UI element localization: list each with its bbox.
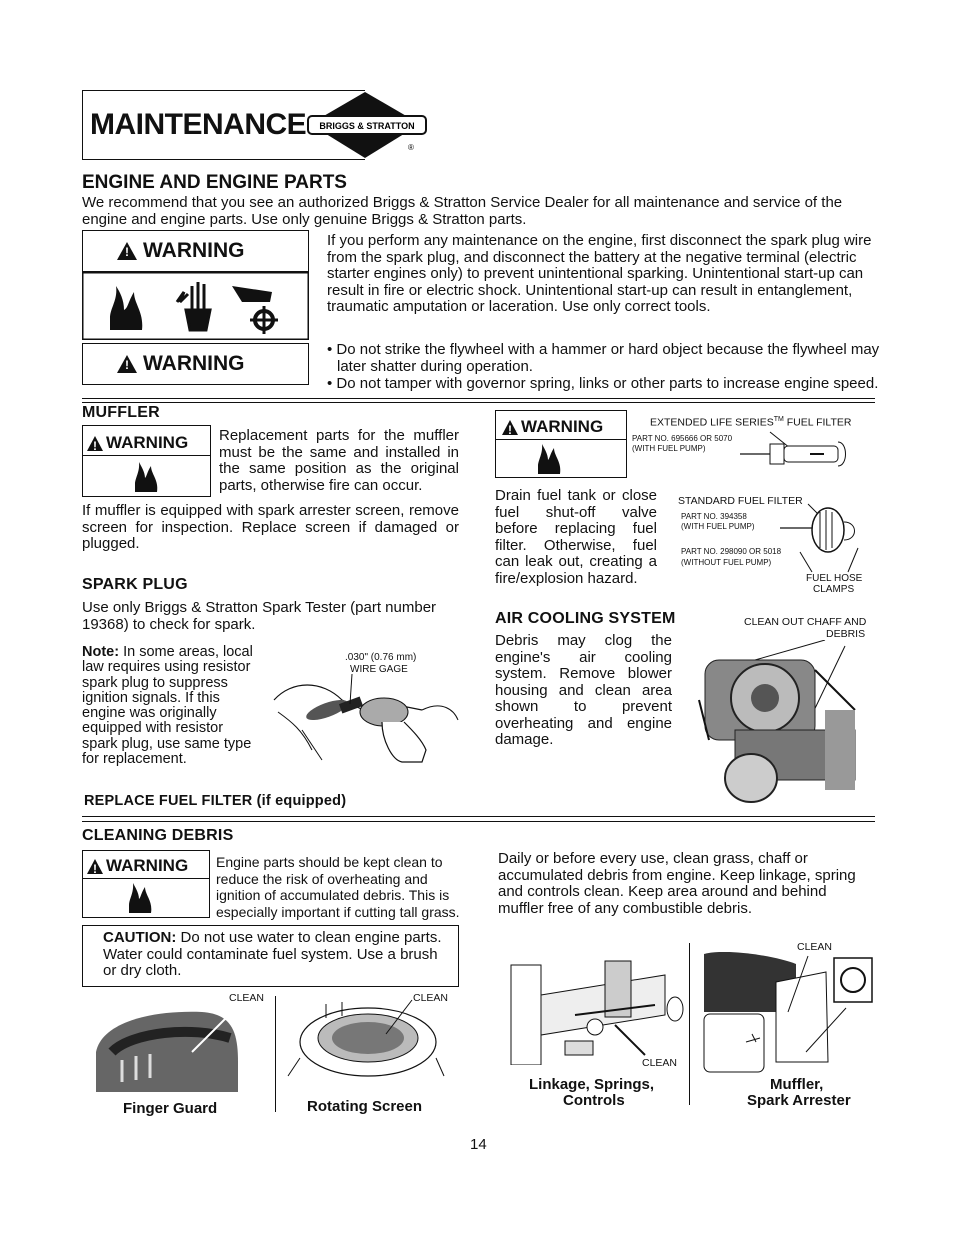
muffler-illustration [696, 952, 876, 1082]
ext-fuel-filter-illustration [740, 426, 860, 476]
engine-heading: ENGINE AND ENGINE PARTS [82, 172, 347, 193]
linkage-illustration [505, 955, 685, 1065]
std-filter-part-1: PART NO. 394358 [681, 512, 747, 521]
std-filter-pump-1: (WITH FUEL PUMP) [681, 522, 755, 531]
ext-filter-label: EXTENDED LIFE SERIES™ FUEL FILTER [650, 416, 852, 429]
warning-box-1 [82, 230, 309, 272]
section-divider [82, 821, 875, 822]
warning-triangle-icon [502, 420, 518, 435]
logo-text: BRIGGS & STRATTON [319, 121, 415, 131]
caution-box: CAUTION: Do not use water to clean engine parts. Water could contaminate fuel system. Use a brush or dry cloth. [82, 925, 459, 987]
clean-label-linkage: CLEAN [642, 1057, 678, 1069]
warning-triangle-icon [117, 355, 137, 373]
engine-cooling-illustration [695, 640, 865, 808]
rotating-screen-illustration [286, 998, 446, 1078]
air-cooling-body: Debris may clog the engine's air cooling system. Remove blower housing and clean area shown to prevent overheating and engine damage. [495, 632, 672, 748]
fuel-hose-clamps-label-2: CLAMPS [813, 584, 855, 595]
caption-linkage-1: Linkage, Springs, [529, 1076, 655, 1093]
wire-gage-label: WIRE GAGE [350, 664, 408, 675]
section-divider [82, 402, 875, 403]
fire-icon [496, 440, 624, 478]
briggs-logo [300, 90, 430, 162]
ext-filter-pump: (WITH FUEL PUMP) [632, 444, 706, 453]
fuel-filter-heading: REPLACE FUEL FILTER (if equipped) [84, 793, 347, 809]
muffler-body: If muffler is equipped with spark arrester screen, remove screen for inspection. Replace screen if damaged or plugged. [82, 502, 459, 552]
ext-filter-part: PART NO. 695666 OR 5070 [632, 434, 733, 443]
hazard-symbols-icon [82, 272, 309, 340]
fire-icon [83, 879, 207, 917]
engine-warning-text: If you perform any maintenance on the engine, first disconnect the spark plug wire from the spark plug, and disconnect the battery at the negative terminal (electric starter engines only) to prevent unintentional sparking. Unintentional start-up can result in fire or electric shock. Unintentional start-up can result in entanglement, traumatic amputation or laceration. Use only correct tools. [327, 232, 872, 315]
gap-label: .030" (0.76 mm) [345, 652, 417, 663]
cleaning-warning-text: Engine parts should be kept clean to reduce the risk of overheating and ignition of accumulated debris. This is especially important if cutting tall grass. [216, 854, 460, 920]
std-filter-pump-2: (WITHOUT FUEL PUMP) [681, 558, 772, 567]
svg-text:®: ® [408, 143, 414, 152]
muffler-heading: MUFFLER [82, 404, 160, 421]
finger-guard-illustration [92, 1002, 240, 1098]
divider-vertical [275, 996, 276, 1112]
caption-linkage-2: Controls [563, 1092, 625, 1109]
air-callout-2: DEBRIS [826, 628, 866, 640]
section-divider [82, 398, 875, 399]
caption-muffler-1: Muffler, [770, 1076, 824, 1093]
clean-label-muffler: CLEAN [797, 941, 833, 953]
caption-finger-guard: Finger Guard [123, 1100, 218, 1117]
caption-muffler-2: Spark Arrester [747, 1092, 851, 1109]
clean-label-finger: CLEAN [229, 992, 265, 1004]
spark-plug-heading: SPARK PLUG [82, 576, 188, 593]
warning-label: WARNING [143, 239, 245, 262]
engine-intro: We recommend that you see an authorized Briggs & Stratton Service Dealer for all maintenance and service of the engine and engine parts. Use only genuine Briggs & Stratton parts. [82, 194, 843, 228]
std-filter-label: STANDARD FUEL FILTER [678, 495, 803, 507]
muffler-warning-text: Replacement parts for the muffler must be the same and installed in the same position as the original parts, otherwise fire can occur. [219, 427, 459, 494]
fuel-warning-box: ! WARNING [495, 410, 627, 478]
warning-label: WARNING [143, 352, 245, 375]
cleaning-heading: CLEANING DEBRIS [82, 827, 234, 844]
fire-icon [83, 456, 208, 496]
page-title: MAINTENANCE [90, 108, 307, 141]
caption-rotating-screen: Rotating Screen [307, 1098, 423, 1115]
warning-triangle-icon [87, 859, 103, 874]
std-fuel-filter-illustration [780, 500, 870, 576]
spark-plug-note: Note: In some areas, local law requires using resistor spark plug to suppress ignition signals. If this engine was originally equipped with resistor spark plug, use same type for replacement. [82, 644, 253, 768]
warning-triangle-icon [87, 436, 103, 451]
page-number: 14 [470, 1136, 487, 1153]
spark-plug-body: Use only Briggs & Stratton Spark Tester (part number 19368) to check for spark. [82, 599, 437, 633]
engine-bullet-1: • Do not strike the flywheel with a hammer or hard object because the flywheel may later shatter during operation. [327, 341, 880, 375]
engine-bullet-2: • Do not tamper with governor spring, links or other parts to increase engine speed. [327, 375, 879, 392]
air-callout-1: CLEAN OUT CHAFF AND [744, 616, 867, 628]
clean-label-screen: CLEAN [413, 992, 449, 1004]
warning-triangle-icon [117, 242, 137, 260]
fuel-hose-clamps-label-1: FUEL HOSE [806, 573, 863, 584]
cleaning-daily-text: Daily or before every use, clean grass, chaff or accumulated debris from engine. Keep linkage, spring and controls clean. Keep area around and behind muffler free of any combustible debris. [498, 850, 856, 917]
section-divider [82, 816, 875, 817]
air-cooling-heading: AIR COOLING SYSTEM [495, 610, 676, 627]
spark-plug-gage-illustration [272, 670, 460, 770]
cleaning-warning-box: ! WARNING [82, 850, 210, 918]
std-filter-part-2: PART NO. 298090 OR 5018 [681, 547, 782, 556]
fuel-filter-body: Drain fuel tank or close fuel shut-off valve before replacing fuel filter. Otherwise, fuel can leak out, creating a fire/explosion hazard. [495, 487, 657, 587]
divider-vertical [689, 943, 690, 1105]
warning-box-2 [82, 343, 309, 385]
muffler-warning-box: ! WARNING [82, 425, 211, 497]
caution-label: CAUTION: [103, 929, 177, 946]
